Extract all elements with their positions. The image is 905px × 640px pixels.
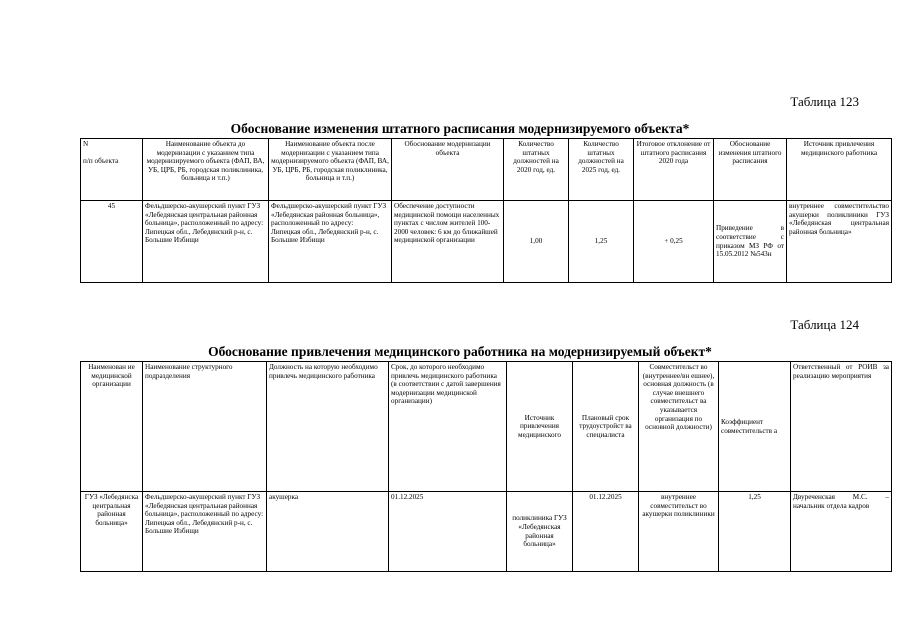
- object-number: 45: [81, 201, 143, 283]
- header-cell: Источник привлечения медицинского работника: [787, 139, 892, 201]
- table-row: [81, 492, 892, 572]
- table-123: [80, 138, 892, 283]
- header-cell: Источник привлечения медицинского: [507, 362, 573, 492]
- count-2020: 1,00: [504, 201, 569, 283]
- table-123-number: Таблица 123: [790, 94, 859, 109]
- justification: Приведение в соответствие с приказом МЗ РФ от 15.05.2012 №543н: [714, 201, 787, 283]
- table-header-row: [81, 362, 892, 492]
- responsible: Двуреченская М.С. – начальник отдела кадров: [791, 492, 892, 572]
- organization-name: ГУЗ «Лебедянска центральная районная больница»: [81, 492, 143, 572]
- header-cell: Наименован ие медицинской организации: [81, 362, 143, 492]
- header-cell: Наименование объекта до модернизации с указанием типа модернизируемого объекта (ФАП, ВА, УБ, ЦРБ, РБ, городская поликлиника, больница и т.п.): [143, 139, 269, 201]
- table-124-number: Таблица 124: [790, 317, 859, 332]
- table-124-title: Обоснование привлечения медицинского работника на модернизируемый объект*: [208, 344, 712, 359]
- header-cell: Коэффициент совместительств а: [719, 362, 791, 492]
- header-cell: Наименование структурного подразделения: [143, 362, 267, 492]
- combination: внутреннее совместительст во акушерки поликлиники: [639, 492, 719, 572]
- position: акушерка: [267, 492, 389, 572]
- object-after: Фельдшерско-акушерский пункт ГУЗ «Лебедянская районная больница», расположенный по адресу: Липецкая обл., Лебедянский р-н, с. Большие Избищи: [269, 201, 392, 283]
- header-cell: Итоговое отклонение от штатного расписания 2020 года: [634, 139, 714, 201]
- structural-unit: Фельдшерско-акушерский пункт ГУЗ «Лебедянская центральная районная больница», расположенный по адресу: Липецкая обл., Лебедянский р-н, с. Большие Избищи: [143, 492, 267, 572]
- planned-date: 01.12.2025: [573, 492, 639, 572]
- header-cell: N п/п объекта: [81, 139, 143, 201]
- header-cell: Обоснование модернизации объекта: [392, 139, 504, 201]
- header-cell: Плановый срок трудоустройст ва специалиста: [573, 362, 639, 492]
- header-cell: Количество штатных должностей на 2025 год, ед.: [569, 139, 634, 201]
- worker-source: поликлиника ГУЗ «Лебедянская районная больница»: [507, 492, 573, 572]
- header-cell: Срок, до которого необходимо привлечь медицинского работника (в соответствии с датой завершения модернизации медицинской организации): [389, 362, 507, 492]
- table-header-row: [81, 139, 892, 201]
- header-cell: Должность на которую необходимо привлечь медицинского работника: [267, 362, 389, 492]
- header-cell: Обоснование изменения штатного расписания: [714, 139, 787, 201]
- worker-source: внутреннее совместительство акушерки поликлиники ГУЗ «Лебедянская центральная районная больница»: [787, 201, 892, 283]
- table-123-title: Обоснование изменения штатного расписания модернизируемого объекта*: [230, 121, 690, 136]
- coefficient: 1,25: [719, 492, 791, 572]
- table-row: [81, 201, 892, 283]
- count-2025: 1,25: [569, 201, 634, 283]
- modernization-reason: Обеспечение доступности медицинской помощи населенных пунктах с числом жителей 100-2000 человек: 6 км до ближайшей медицинской организации: [392, 201, 504, 283]
- deviation: + 0,25: [634, 201, 714, 283]
- object-before: Фельдшерско-акушерский пункт ГУЗ «Лебедянская центральная районная больница», расположенный по адресу: Липецкая обл., Лебедянский р-н, с. Большие Избищи: [143, 201, 269, 283]
- deadline: 01.12.2025: [389, 492, 507, 572]
- header-cell: Количество штатных должностей на 2020 год, ед.: [504, 139, 569, 201]
- header-cell: Совместительст во (внутреннее/вн ешнее), основная должность (в случае внешнего совместительст ва указывается организация по основной должности): [639, 362, 719, 492]
- header-cell: Ответственный от РОИВ за реализацию мероприятия: [791, 362, 892, 492]
- table-124: [80, 361, 892, 572]
- header-cell: Наименование объекта после модернизации с указанием типа модернизируемого объекта (ФАП, ВА, УБ, ЦРБ, РБ, городская поликлиника, больница и т.п.): [269, 139, 392, 201]
